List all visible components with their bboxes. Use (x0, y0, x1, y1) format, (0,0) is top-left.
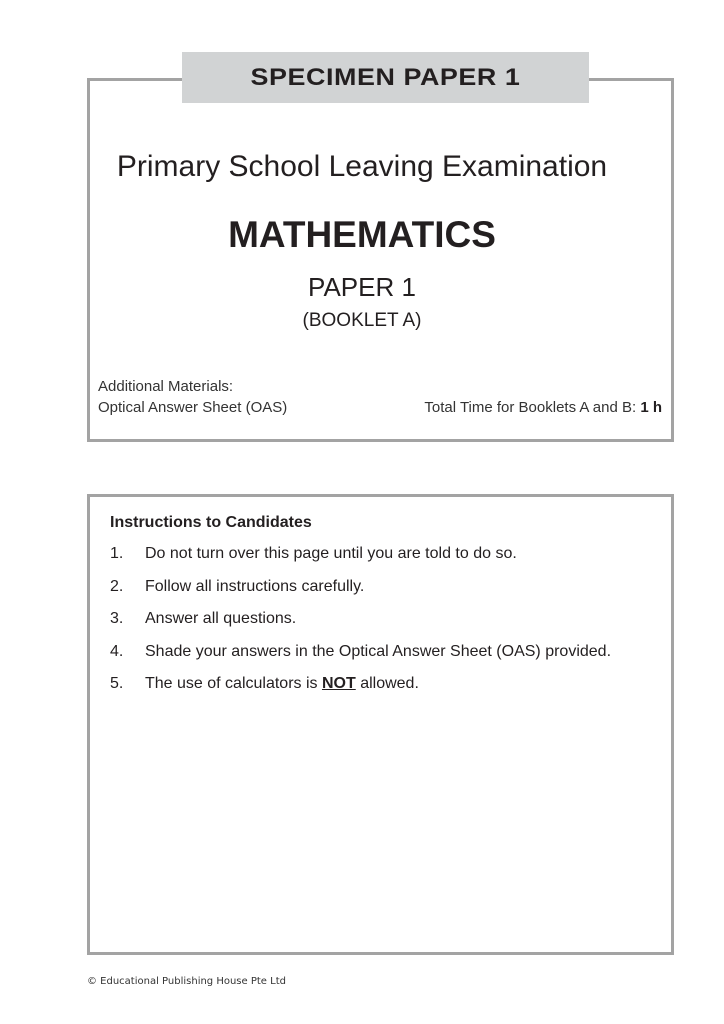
banner-title: SPECIMEN PAPER 1 (250, 63, 521, 91)
instruction-text: Shade your answers in the Optical Answer Sheet (OAS) provided. (145, 642, 612, 660)
subject-title: MATHEMATICS (228, 214, 496, 255)
exam-name: Primary School Leaving Examination (116, 150, 608, 183)
instruction-text: Answer all questions. (145, 610, 297, 628)
instruction-text: Do not turn over this page until you are told to do so. (145, 545, 517, 562)
instruction-item (110, 643, 611, 676)
instruction-item (110, 610, 611, 643)
instruction-number: 5. (110, 675, 124, 693)
total-time-label: Total Time for Booklets A and B: (424, 399, 641, 416)
paper-number: PAPER 1 (308, 272, 416, 302)
instruction-text-after: allowed. (355, 675, 419, 693)
instruction-text (145, 675, 419, 708)
booklet-label: (BOOKLET A) (302, 310, 422, 331)
instruction-number: 4. (110, 642, 124, 660)
instruction-item (110, 578, 611, 611)
instructions-list (110, 545, 611, 708)
instruction-number: 2. (110, 577, 124, 595)
instructions-title: Instructions to Candidates (110, 514, 312, 531)
instruction-emphasis: NOT (321, 675, 356, 693)
total-time-value: 1 h (640, 399, 662, 416)
instruction-text-before: The use of calculators is (145, 675, 322, 693)
instruction-number: 1. (110, 545, 124, 562)
specimen-banner (182, 52, 589, 103)
instruction-number: 3. (110, 610, 124, 628)
instruction-text: Follow all instructions carefully. (145, 577, 365, 595)
total-time (424, 399, 662, 416)
copyright-footer: © Educational Publishing House Pte Ltd (87, 976, 286, 987)
additional-materials-value: Optical Answer Sheet (OAS) (98, 399, 288, 416)
additional-materials-label: Additional Materials: (98, 378, 234, 395)
instruction-item (110, 675, 611, 708)
instruction-item (110, 545, 611, 578)
